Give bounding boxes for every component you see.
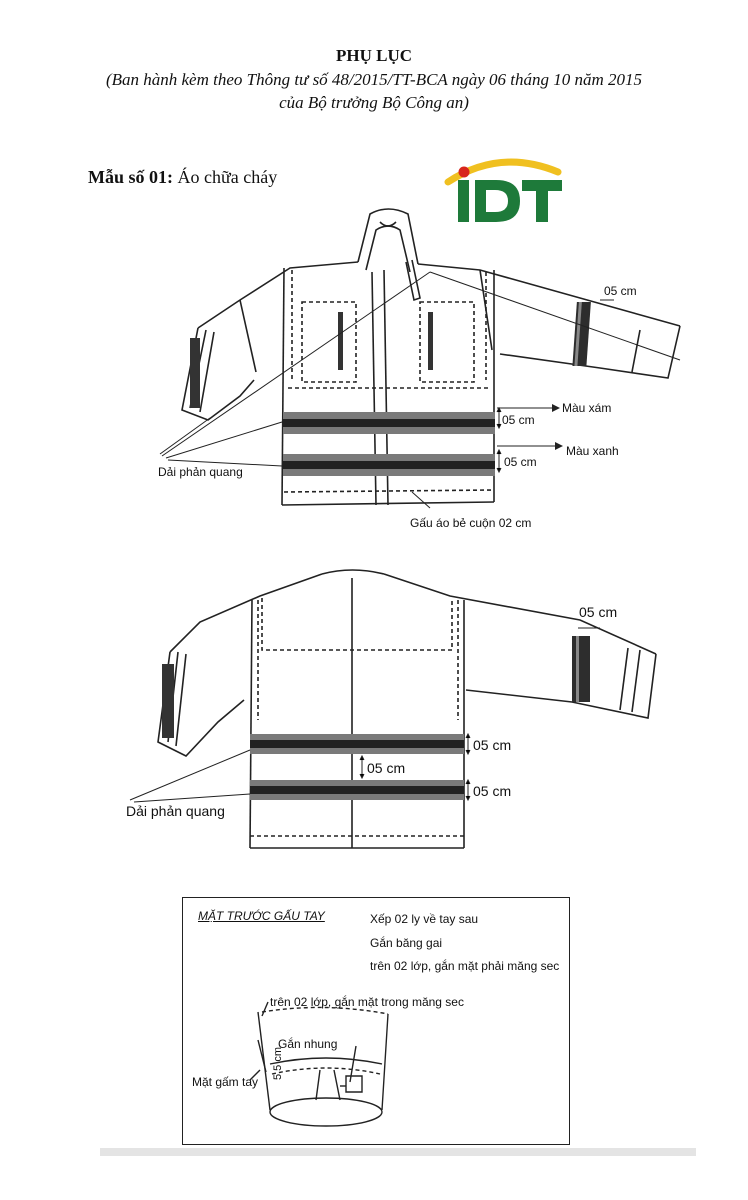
back-band-width-2-label: 05 cm: [473, 783, 512, 799]
page-subtitle-line-2: của Bộ trưởng Bộ Công an): [279, 93, 469, 112]
cuff-height-label: 5.5 cm: [272, 1046, 284, 1080]
front-band-width-2-label: 05 cm: [504, 455, 537, 469]
cuff-drawing: [0, 890, 748, 1150]
front-color-grey-label: Màu xám: [562, 401, 612, 415]
back-jacket-drawing: [0, 540, 748, 880]
front-band-width-1-label: 05 cm: [502, 413, 535, 427]
back-band-gap-label: 05 cm: [367, 760, 406, 776]
figure-label-name: Áo chữa cháy: [173, 167, 278, 187]
cuff-sleeve-face-label: Mặt gấm tay: [192, 1075, 259, 1089]
cuff-note-4: trên 02 lớp, gắn mặt trong măng sec: [270, 995, 464, 1009]
back-reflective-strip-label: Dải phản quang: [126, 803, 225, 819]
cuff-note-2: Gắn băng gai: [370, 936, 443, 950]
page-bottom-divider: [100, 1148, 696, 1156]
cuff-velcro-label: Gắn nhung: [278, 1037, 338, 1051]
page-title: PHỤ LỤC: [335, 46, 413, 65]
front-color-blue-label: Màu xanh: [566, 444, 619, 458]
cuff-note-3: trên 02 lớp, gắn mặt phải măng sec: [370, 959, 560, 973]
back-band-width-1-label: 05 cm: [473, 737, 512, 753]
front-jacket-drawing: [0, 0, 748, 560]
figure-label-number: Mẫu số 01:: [88, 167, 173, 187]
cuff-detail-title: MẶT TRƯỚC GẤU TAY: [198, 909, 325, 923]
front-hem-label: Gấu áo bẻ cuộn 02 cm: [410, 516, 532, 530]
back-sleeve-width-label: 05 cm: [579, 604, 618, 620]
front-sleeve-width-label: 05 cm: [604, 284, 637, 298]
page-subtitle-line-1: (Ban hành kèm theo Thông tư số 48/2015/TT-BCA ngày 06 tháng 10 năm 2015: [105, 70, 643, 89]
cuff-note-1: Xếp 02 ly về tay sau: [370, 912, 479, 926]
front-reflective-strip-label: Dải phản quang: [158, 465, 243, 479]
